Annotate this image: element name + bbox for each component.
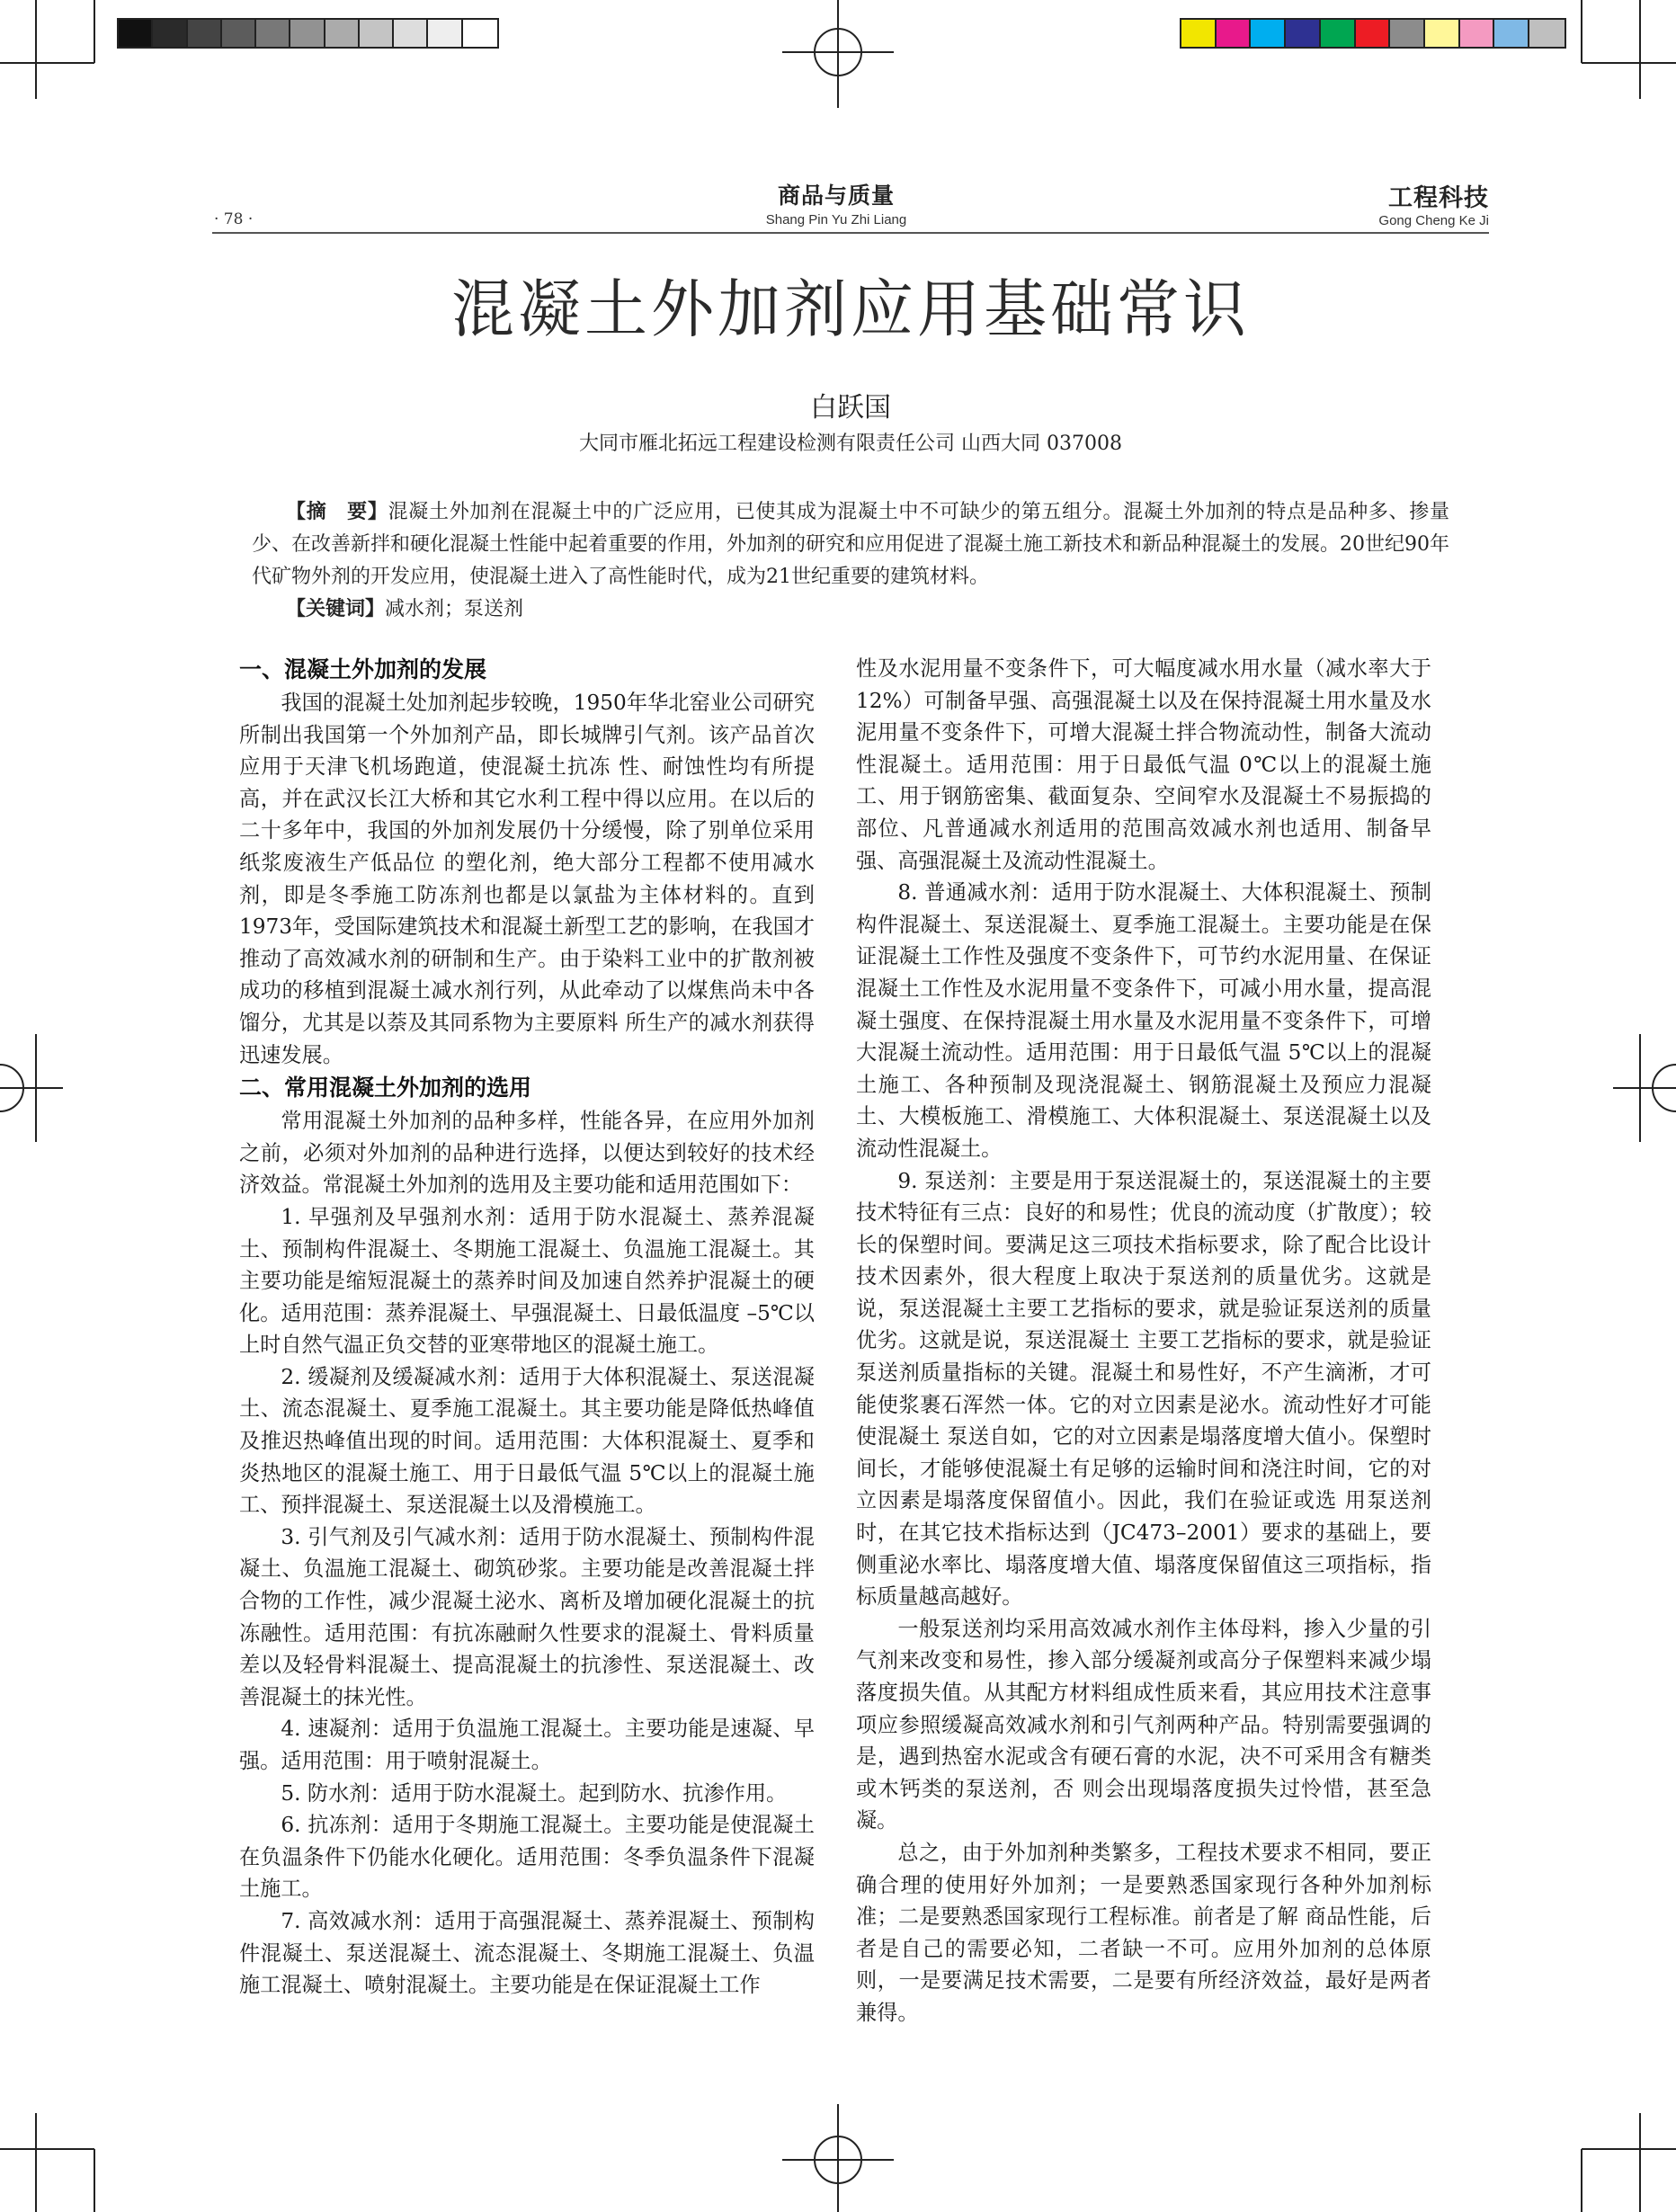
- abstract: [252, 496, 1449, 593]
- crop-mark-top-left: [0, 0, 126, 117]
- paragraph: 5. 防水剂：适用于防水混凝土。起到防水、抗渗作用。: [281, 1780, 788, 1806]
- registration-mark-left: [0, 1034, 63, 1142]
- paragraph: 性及水泥用量不变条件下，可大幅度减水用水量（减水率大于12%）可制备早强、高强混凝土以及在保持混凝土用水量及水泥用量不变条件下，可增大混凝土拌合物流动性，制备大流动性混凝土。适用范围：用于日最低气温 0℃以上的混凝土施工、用于钢筋密集、截面复杂、空间窄水及混凝土不易振捣的部位、凡普通减水剂适用的范围高效减水剂也适用、制备早强、高强混凝土及流动性混凝土。: [856, 656, 1431, 873]
- paragraph: 常用混凝土外加剂的品种多样，性能各异，在应用外加剂之前，必须对外加剂的品种进行选择，以便达到较好的技术经济效益。常混凝土外加剂的选用及主要功能和适用范围如下：: [239, 1109, 815, 1198]
- color-swatch: [1181, 20, 1217, 47]
- gray-swatch: [290, 20, 325, 47]
- abstract-label: 【摘 要】: [286, 501, 388, 523]
- section-pinyin: Gong Cheng Ke Ji: [1378, 213, 1489, 228]
- color-swatch: [1425, 20, 1460, 47]
- gray-swatch: [325, 20, 360, 47]
- body-column-left: [239, 653, 815, 2002]
- gray-swatch: [394, 20, 428, 47]
- paragraph: 3. 引气剂及引气减水剂：适用于防水混凝土、预制构件混凝土、负温施工混凝土、砌筑砂浆。主要功能是改善混凝土拌合物的工作性，减少混凝土泌水、离析及增加硬化混凝土的抗冻融性。适用范围：有抗冻融耐久性要求的混凝土、骨料质量差以及轻骨料混凝土、提高混凝土的抗渗性、泵送混凝土、改善混凝土的抹光性。: [239, 1524, 815, 1709]
- header-rule: [212, 232, 1489, 234]
- gray-swatch: [463, 20, 497, 47]
- color-swatch: [1494, 20, 1529, 47]
- gray-swatch: [188, 20, 222, 47]
- section-header: [1378, 178, 1489, 228]
- registration-mark-right: [1613, 1034, 1676, 1142]
- section-heading-2: 二、常用混凝土外加剂的选用: [239, 1075, 532, 1102]
- paragraph: 我国的混凝土处加剂起步较晚，1950年华北窑业公司研究所制出我国第一个外加剂产品，即长城牌引气剂。该产品首次应用于天津飞机场跑道，使混凝土抗冻 性、耐蚀性均有所提高，并在武汉长江大桥和其它水利工程中得以应用。在以后的二十多年中，我国的外加剂发展仍十分缓慢，除了别单位采用纸浆废液生产低品位 的塑化剂，绝大部分工程都不使用减水剂，即是冬季施工防冻剂也都是以氯盐为主体材料的。直到1973年，受国际建筑技术和混凝土新型工艺的影响，在我国才 推动了高效减水剂的研制和生产。由于染料工业中的扩散剂被成功的移植到混凝土减水剂行列，从此牵动了以煤焦尚未中各馏分，尤其是以萘及其同系物为主要原料 所生产的减水剂获得迅速发展。: [239, 691, 815, 1067]
- section-heading-1: 一、混凝土外加剂的发展: [239, 656, 487, 682]
- paragraph: 总之，由于外加剂种类繁多，工程技术要求不相同，要正确合理的使用好外加剂；一是要熟悉国家现行各种外加剂标准；二是要熟悉国家现行工程标准。前者是了解 商品性能，后者是自己的需要必知，二者缺一不可。应用外加剂的总体原则，一是要满足技术需要，二是要有所经济效益，最好是两者兼得。: [856, 1840, 1431, 2025]
- page-number: · 78 ·: [214, 210, 254, 228]
- color-swatch: [1251, 20, 1286, 47]
- article-author: 白跃国: [810, 392, 891, 424]
- section-name: 工程科技: [1388, 184, 1489, 212]
- paragraph: 6. 抗冻剂：适用于冬期施工混凝土。主要功能是使混凝土在负温条件下仍能水化硬化。适用范围：冬季负温条件下混凝土施工。: [239, 1813, 815, 1902]
- color-swatch: [1356, 20, 1391, 47]
- journal-name: 商品与质量: [777, 183, 895, 209]
- gray-swatch: [428, 20, 462, 47]
- body-column-right: [856, 653, 1431, 2029]
- paragraph: 一般泵送剂均采用高效减水剂作主体母料，掺入少量的引气剂来改变和易性，掺入部分缓凝剂或高分子保塑料来减少塌落度损失值。从其配方材料组成性质来看，其应用技术注意事项应参照缓凝高效减水剂和引气剂两种产品。特别需要强调的是，遇到热窑水泥或含有硬石膏的水泥，决不可采用含有糖类或木钙类的泵送剂，否 则会出现塌落度损失过怜惜，甚至急凝。: [856, 1616, 1431, 1833]
- gray-swatch: [222, 20, 256, 47]
- color-swatch: [1460, 20, 1495, 47]
- keywords: [252, 593, 1449, 626]
- abstract-block: [252, 496, 1449, 626]
- gray-swatch: [360, 20, 394, 47]
- color-swatch: [1286, 20, 1321, 47]
- author-affiliation: 大同市雁北拓远工程建设检测有限责任公司 山西大同 037008: [579, 433, 1122, 455]
- paragraph: 7. 高效减水剂：适用于高强混凝土、蒸养混凝土、预制构件混凝土、泵送混凝土、流态混凝土、冬期施工混凝土、负温施工混凝土、喷射混凝土。主要功能是在保证混凝土工作: [239, 1908, 815, 1998]
- color-calibration-strip: [1180, 18, 1566, 49]
- journal-pinyin: Shang Pin Yu Zhi Liang: [765, 212, 907, 227]
- paragraph: 9. 泵送剂：主要是用于泵送混凝土的，泵送混凝土的主要技术特征有三点：良好的和易性；优良的流动度（扩散度）；较长的保塑时间。要满足这三项技术指标要求，除了配合比设计技术因素外，很大程度上取决于泵送剂的质量优劣。这就是说，泵送混凝土主要工艺指标的要求，就是验证泵送剂的质量优劣。这就是说，泵送混凝土 主要工艺指标的要求，就是验证泵送剂质量指标的关键。混凝土和易性好，不产生滴淅，才可能使浆裹石浑然一体。它的对立因素是泌水。流动性好才可能使混凝土 泵送自如，它的对立因素是塌落度增大值小。保塑时间长，才能够使混凝土有足够的运输时间和浇注时间，它的对立因素是塌落度保留值小。因此，我们在验证或选 用泵送剂时，在其它技术指标达到（JC473–2001）要求的基础上，要侧重泌水率比、塌落度增大值、塌落度保留值这三项指标，指标质量越高越好。: [856, 1168, 1431, 1610]
- registration-mark-bottom: [782, 2104, 894, 2212]
- color-swatch: [1321, 20, 1356, 47]
- journal-header: [629, 178, 1043, 227]
- gray-swatch: [153, 20, 187, 47]
- gray-swatch: [256, 20, 290, 47]
- keywords-label: 【关键词】: [286, 598, 386, 620]
- crop-mark-top-right: [1550, 0, 1676, 117]
- crop-mark-bottom-left: [0, 2095, 126, 2212]
- grayscale-calibration-strip: [117, 18, 499, 49]
- color-swatch: [1217, 20, 1252, 47]
- paragraph: 4. 速凝剂：适用于负温施工混凝土。主要功能是速凝、早强。适用范围：用于喷射混凝土。: [239, 1717, 815, 1773]
- abstract-text: 混凝土外加剂在混凝土中的广泛应用，已使其成为混凝土中不可缺少的第五组分。混凝土外加剂的特点是品种多、掺量少、在改善新拌和硬化混凝土性能中起着重要的作用，外加剂的研究和应用促进了混凝土施工新技术和新品种混凝土的发展。20世纪90年代矿物外剂的开发应用，使混凝土进入了高性能时代，成为21世纪重要的建筑材料。: [252, 501, 1449, 588]
- color-swatch: [1390, 20, 1425, 47]
- crop-mark-bottom-right: [1550, 2095, 1676, 2212]
- paragraph: 8. 普通减水剂：适用于防水混凝土、大体积混凝土、预制构件混凝土、泵送混凝土、夏季施工混凝土。主要功能是在保证混凝土工作性及强度不变条件下，可节约水泥用量、在保证混凝土工作性及水泥用量不变条件下，可减小用水量，提高混凝土强度、在保持混凝土用水量及水泥用量不变条件下，可增大混凝土流动性。适用范围：用于日最低气温 5℃以上的混凝土施工、各种预制及现浇混凝土、钢筋混凝土及预应力混凝土、大模板施工、滑模施工、大体积混凝土、泵送混凝土以及流动性混凝土。: [856, 880, 1431, 1161]
- paragraph: 2. 缓凝剂及缓凝减水剂：适用于大体积混凝土、泵送混凝土、流态混凝土、夏季施工混凝土。其主要功能是降低热峰值及推迟热峰值出现的时间。适用范围：大体积混凝土、夏季和炎热地区的混凝土施工、用于日最低气温 5℃以上的混凝土施工、预拌混凝土、泵送混凝土以及滑模施工。: [239, 1364, 815, 1518]
- registration-mark-top: [782, 0, 894, 108]
- keywords-text: 减水剂；泵送剂: [385, 598, 524, 620]
- paragraph: 1. 早强剂及早强剂水剂：适用于防水混凝土、蒸养混凝土、预制构件混凝土、冬期施工混凝土、负温施工混凝土。其主要功能是缩短混凝土的蒸养时间及加速自然养护混凝土的硬化。适用范围：蒸养混凝土、早强混凝土、日最低温度 –5℃以上时自然气温正负交替的亚寒带地区的混凝土施工。: [239, 1204, 815, 1358]
- article-title: 混凝土外加剂应用基础常识: [451, 272, 1250, 346]
